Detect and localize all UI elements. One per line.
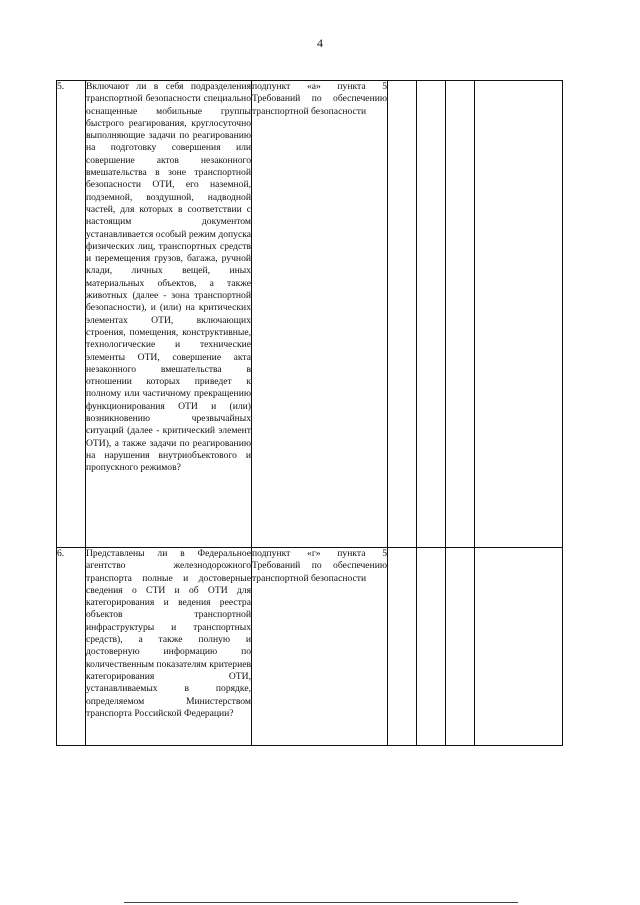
- question-cell: Включают ли в себя подразделения транспортной безопасности специально оснащенные мобильные группы быстрого реагирования, круглосуточно выполняющие задачи по реагированию на подготовку совершения или совершение актов незаконного вмешательства в зоне транспортной безопасности ОТИ, его наземной, подземной, воздушной, надводной частей, для которых в соответствии с настоящим документом устанавливается особый режим допуска физических лиц, транспортных средств и перемещения грузов, багажа, ручной клади, личных вещей, иных материальных объектов, а также животных (далее - зона транспортной безопасности), и (или) на критических элементах ОТИ, включающих строения, помещения, конструктивные, технологические и технические элементы ОТИ, совершение акта незаконного вмешательства в отношении которых приведет к полному или частичному прекращению функционирования ОТИ и (или) возникновению чрезвычайных ситуаций (далее - критический элемент ОТИ), а также задачи по реагированию на нарушения внутриобъектового и пропускного режимов?: [86, 81, 252, 548]
- notes-cell: [475, 81, 563, 548]
- question-cell: Представлены ли в Федеральное агентство железнодорожного транспорта полные и достоверные сведения о СТИ и об ОТИ для категорирования и ведения реестра объектов транспортной инфраструктуры и транспортных средств), а также полную и достоверную информацию по количественным показателям критериев категорирования ОТИ, устанавливаемых в порядке, определяемом Министерством транспорта Российской Федерации?: [86, 548, 252, 746]
- row-number: 6.: [57, 548, 86, 746]
- reference-cell: подпункт «г» пункта 5 Требований по обеспечению транспортной безопасности: [252, 548, 388, 746]
- row-number: 5.: [57, 81, 86, 548]
- answer-na-cell: [446, 81, 475, 548]
- answer-no-cell: [417, 81, 446, 548]
- answer-yes-cell: [388, 548, 417, 746]
- answer-na-cell: [446, 548, 475, 746]
- answer-yes-cell: [388, 81, 417, 548]
- requirements-table: [56, 80, 563, 746]
- answer-no-cell: [417, 548, 446, 746]
- table-row: [57, 81, 563, 548]
- footer-divider: [124, 902, 518, 903]
- notes-cell: [475, 548, 563, 746]
- reference-cell: подпункт «а» пункта 5 Требований по обеспечению транспортной безопасности: [252, 81, 388, 548]
- table-row: [57, 548, 563, 746]
- page-number: 4: [317, 36, 323, 50]
